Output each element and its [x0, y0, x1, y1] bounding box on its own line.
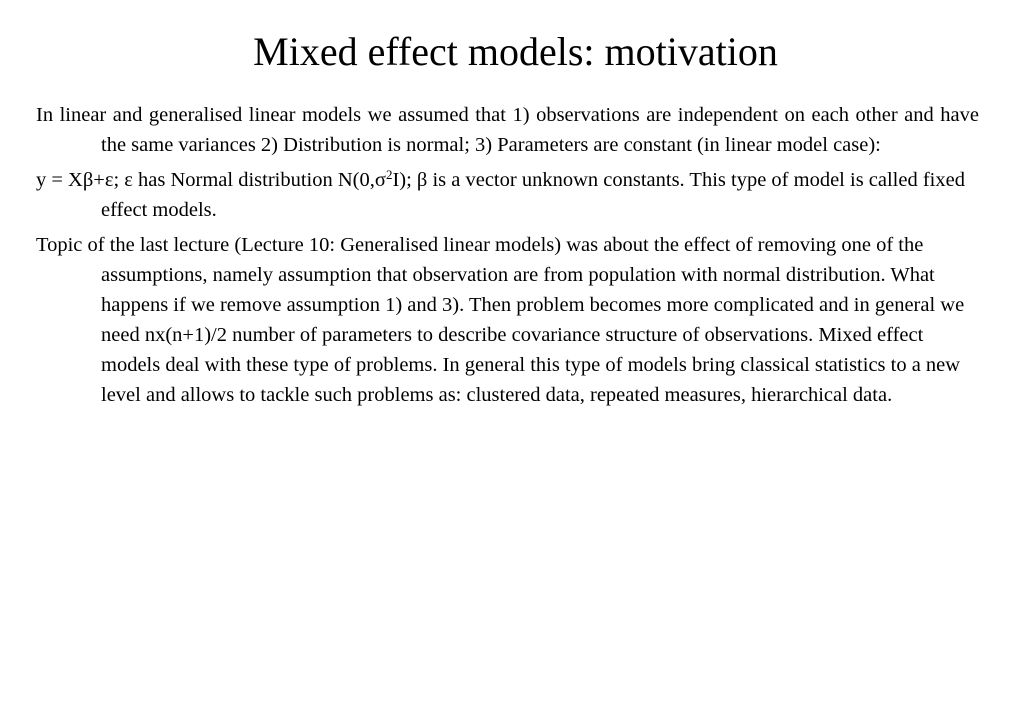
slide-title: Mixed effect models: motivation — [253, 29, 778, 74]
paragraph-assumptions: In linear and generalised linear models we assumed that 1) observations are independent on each other and have the same variances 2) Distribution is normal; 3) Parameters are constant (in linear model case): — [36, 104, 979, 156]
slide-body — [36, 100, 979, 415]
sigma-exponent: 2 — [385, 167, 393, 182]
paragraph-fixed-effect-model — [36, 165, 979, 225]
model-description-text: I); β is a vector unknown constants. This type of model is called fixed effect models. — [101, 169, 965, 221]
model-equation-text: y = Xβ+ε; ε has Normal distribution N(0,σ — [36, 169, 386, 191]
paragraph-mixed-effect-motivation: Topic of the last lecture (Lecture 10: Generalised linear models) was about the effect of removing one of the assumptions, namely assumption that observation are from population with normal distribution. What happens if we remove assumption 1) and 3). Then problem becomes more complicated and in general we need nx(n+1)/2 number of parameters to describe covariance structure of observations. Mixed effect models deal with these type of problems. In general this type of models bring classical statistics to a new level and allows to tackle such problems as: clustered data, repeated measures, hierarchical data. — [36, 234, 965, 406]
